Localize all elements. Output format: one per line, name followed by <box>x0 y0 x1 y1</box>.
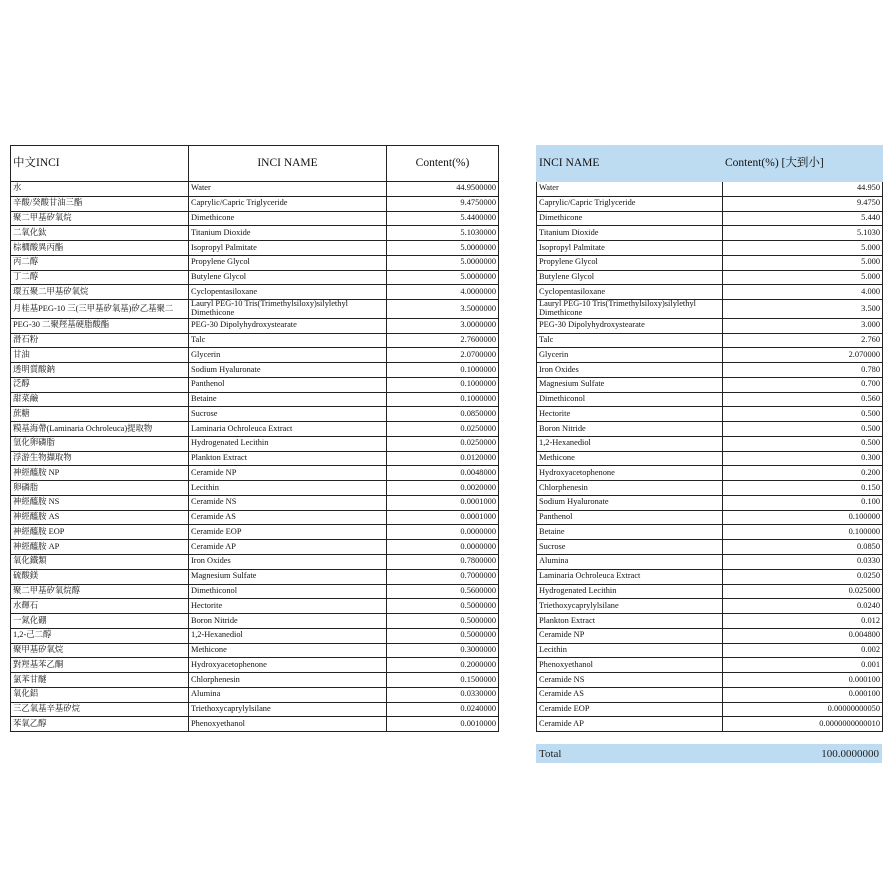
column-header-content: Content(%) <box>387 146 499 182</box>
table-cell: 9.4750000 <box>387 196 499 211</box>
table-cell: 0.0250000 <box>387 422 499 437</box>
table-row <box>537 363 883 378</box>
table-cell: 0.7000000 <box>387 569 499 584</box>
table-cell: 0.700 <box>723 377 883 392</box>
table-row <box>11 717 499 732</box>
table-cell: Hydroxyacetophenone <box>537 466 723 481</box>
table-row <box>537 510 883 525</box>
table-row <box>11 510 499 525</box>
table-row <box>11 407 499 422</box>
table-cell: 2.760 <box>723 333 883 348</box>
table-row <box>537 584 883 599</box>
table-cell: Ceramide AS <box>189 510 387 525</box>
table-cell: 0.0250 <box>723 569 883 584</box>
table-row <box>537 241 883 256</box>
table-row <box>537 628 883 643</box>
table-cell: 0.0330 <box>723 555 883 570</box>
table-cell: 蔗糖 <box>11 407 189 422</box>
table-row <box>11 555 499 570</box>
table-cell: Caprylic/Capric Triglyceride <box>537 196 723 211</box>
table-row <box>537 377 883 392</box>
total-row <box>536 744 882 763</box>
table-cell: Methicone <box>537 451 723 466</box>
table-row <box>11 318 499 333</box>
table-cell: Ceramide NP <box>189 466 387 481</box>
table-cell: Boron Nitride <box>189 614 387 629</box>
table-row <box>11 495 499 510</box>
table-cell: 0.1000000 <box>387 377 499 392</box>
table-cell: 0.500 <box>723 422 883 437</box>
table-cell: 3.000 <box>723 318 883 333</box>
table-row <box>11 569 499 584</box>
table-cell: 三乙氧基辛基矽烷 <box>11 702 189 717</box>
table-cell: 0.5600000 <box>387 584 499 599</box>
table-cell: 0.5000000 <box>387 599 499 614</box>
table-cell: 神經醯胺 AS <box>11 510 189 525</box>
table-cell: Hectorite <box>189 599 387 614</box>
table-cell: 5.0000000 <box>387 255 499 270</box>
table-cell: Glycerin <box>189 348 387 363</box>
table-cell: 0.0240000 <box>387 702 499 717</box>
table-row <box>537 196 883 211</box>
table-row <box>11 422 499 437</box>
table-cell: 卵磷脂 <box>11 481 189 496</box>
table-cell: Butylene Glycol <box>537 270 723 285</box>
ingredient-table-chinese-inci <box>10 145 499 732</box>
column-header-inci-name: INCI NAME <box>189 146 387 182</box>
table-row <box>11 599 499 614</box>
table-cell: Butylene Glycol <box>189 270 387 285</box>
table-cell: Dimethiconol <box>189 584 387 599</box>
table-cell: 4.000 <box>723 285 883 300</box>
table-cell: 3.500 <box>723 300 883 319</box>
table-cell: Dimethiconol <box>537 392 723 407</box>
table-cell: 0.150 <box>723 481 883 496</box>
table-cell: Laminaria Ochroleuca Extract <box>189 422 387 437</box>
table-cell: Ceramide NS <box>189 495 387 510</box>
table-cell: 0.0250000 <box>387 436 499 451</box>
column-header-content-sorted: Content(%) [大到小] <box>723 146 883 182</box>
table-cell: Sucrose <box>189 407 387 422</box>
table-cell: 神經醯胺 NS <box>11 495 189 510</box>
table-cell: 0.1000000 <box>387 392 499 407</box>
table-row <box>11 377 499 392</box>
table-cell: Hectorite <box>537 407 723 422</box>
table-cell: 5.440 <box>723 211 883 226</box>
table-cell: 0.012 <box>723 614 883 629</box>
table-row <box>11 658 499 673</box>
table-cell: Titanium Dioxide <box>537 226 723 241</box>
table-row <box>537 182 883 197</box>
table-cell: 棕櫚酸異丙酯 <box>11 241 189 256</box>
table-row <box>11 702 499 717</box>
table-cell: 水 <box>11 182 189 197</box>
table-header-row <box>11 146 499 182</box>
table-cell: 泛醇 <box>11 377 189 392</box>
table-cell: 0.560 <box>723 392 883 407</box>
table-cell: 氧化鐵類 <box>11 555 189 570</box>
table-cell: Lecithin <box>537 643 723 658</box>
table-cell: Ceramide EOP <box>537 702 723 717</box>
table-row <box>537 673 883 688</box>
table-cell: 4.0000000 <box>387 285 499 300</box>
table-row <box>11 348 499 363</box>
table-cell: Talc <box>189 333 387 348</box>
table-cell: Talc <box>537 333 723 348</box>
table-cell: Phenoxyethanol <box>189 717 387 732</box>
table-cell: 透明質酸鈉 <box>11 363 189 378</box>
table-row <box>537 599 883 614</box>
table-cell: Chlorphenesin <box>537 481 723 496</box>
table-row <box>11 614 499 629</box>
table-cell: Water <box>189 182 387 197</box>
table-cell: 5.0000000 <box>387 270 499 285</box>
table-row <box>11 628 499 643</box>
table-row <box>537 392 883 407</box>
table-cell: 44.9500000 <box>387 182 499 197</box>
table-cell: Iron Oxides <box>537 363 723 378</box>
table-cell: 0.0330000 <box>387 687 499 702</box>
table-cell: 神經醯胺 NP <box>11 466 189 481</box>
table-row <box>537 211 883 226</box>
table-cell: Sodium Hyaluronate <box>537 495 723 510</box>
table-cell: 0.025000 <box>723 584 883 599</box>
table-cell: Chlorphenesin <box>189 673 387 688</box>
table-cell: Triethoxycaprylylsilane <box>189 702 387 717</box>
table-cell: 苯氧乙醇 <box>11 717 189 732</box>
table-row <box>11 363 499 378</box>
table-row <box>537 348 883 363</box>
table-cell: 3.5000000 <box>387 300 499 319</box>
table-cell: Iron Oxides <box>189 555 387 570</box>
table-cell: Triethoxycaprylylsilane <box>537 599 723 614</box>
table-cell: Plankton Extract <box>189 451 387 466</box>
table-cell: 神經醯胺 AP <box>11 540 189 555</box>
table-cell: 環五聚二甲基矽氧烷 <box>11 285 189 300</box>
table-cell: 9.4750 <box>723 196 883 211</box>
table-cell: Ceramide NP <box>537 628 723 643</box>
table-cell: Lauryl PEG-10 Tris(Trimethylsiloxy)silylethyl Dimethicone <box>189 300 387 319</box>
table-cell: Water <box>537 182 723 197</box>
table-cell: 0.000100 <box>723 687 883 702</box>
table-cell: 0.001 <box>723 658 883 673</box>
table-cell: 5.1030000 <box>387 226 499 241</box>
table-cell: 一氮化硼 <box>11 614 189 629</box>
table-row <box>11 196 499 211</box>
table-cell: 5.000 <box>723 270 883 285</box>
table-cell: Alumina <box>189 687 387 702</box>
table-cell: Panthenol <box>189 377 387 392</box>
table-row <box>537 643 883 658</box>
table-cell: 0.100000 <box>723 510 883 525</box>
table-cell: 氧化鋁 <box>11 687 189 702</box>
table-cell: Magnesium Sulfate <box>537 377 723 392</box>
table-row <box>11 226 499 241</box>
table-cell: 月桂基PEG-10 三(三甲基矽氧基)矽乙基聚二 <box>11 300 189 319</box>
table-cell: Ceramide AP <box>189 540 387 555</box>
table-cell: 1,2-己二醇 <box>11 628 189 643</box>
table-cell: Titanium Dioxide <box>189 226 387 241</box>
table-row <box>11 466 499 481</box>
table-row <box>11 333 499 348</box>
table-row <box>537 226 883 241</box>
table-row <box>537 255 883 270</box>
table-cell: 0.0020000 <box>387 481 499 496</box>
table-row <box>11 211 499 226</box>
table-row <box>537 495 883 510</box>
table-cell: Isopropyl Palmitate <box>537 241 723 256</box>
table-cell: 5.000 <box>723 255 883 270</box>
table-cell: PEG-30 二聚羥基硬脂酸酯 <box>11 318 189 333</box>
table-row <box>11 687 499 702</box>
table-row <box>537 436 883 451</box>
total-value: 100.0000000 <box>821 747 879 760</box>
table-cell: 0.0000000 <box>387 525 499 540</box>
table-cell: Lecithin <box>189 481 387 496</box>
table-cell: 0.0001000 <box>387 510 499 525</box>
table-row <box>537 717 883 732</box>
table-cell: Ceramide NS <box>537 673 723 688</box>
table-cell: Isopropyl Palmitate <box>189 241 387 256</box>
table-cell: Hydrogenated Lecithin <box>189 436 387 451</box>
table-row <box>11 436 499 451</box>
column-header-chinese-inci: 中文INCI <box>11 146 189 182</box>
table-cell: 0.5000000 <box>387 614 499 629</box>
table-cell: Magnesium Sulfate <box>189 569 387 584</box>
table-row <box>537 285 883 300</box>
table-cell: 0.002 <box>723 643 883 658</box>
table-row <box>537 422 883 437</box>
table-cell: 聚二甲基矽氧烷 <box>11 211 189 226</box>
table-cell: 0.004800 <box>723 628 883 643</box>
table-cell: 3.0000000 <box>387 318 499 333</box>
table-cell: Alumina <box>537 555 723 570</box>
table-row <box>11 241 499 256</box>
table-cell: 0.0010000 <box>387 717 499 732</box>
table-cell: 水輝石 <box>11 599 189 614</box>
table-cell: Cyclopentasiloxane <box>537 285 723 300</box>
column-header-inci-name: INCI NAME <box>537 146 723 182</box>
table-cell: Boron Nitride <box>537 422 723 437</box>
table-cell: 聚二甲基矽氧烷醇 <box>11 584 189 599</box>
table-cell: 44.950 <box>723 182 883 197</box>
table-cell: 5.000 <box>723 241 883 256</box>
table-row <box>11 643 499 658</box>
table-row <box>11 392 499 407</box>
table-row <box>11 673 499 688</box>
table-cell: 0.0000000000010 <box>723 717 883 732</box>
table-cell: 0.100000 <box>723 525 883 540</box>
table-cell: 對羥基苯乙酮 <box>11 658 189 673</box>
table-row <box>11 255 499 270</box>
table-cell: 0.0850 <box>723 540 883 555</box>
table-cell: Glycerin <box>537 348 723 363</box>
table-cell: 5.1030 <box>723 226 883 241</box>
table-cell: 丙二醇 <box>11 255 189 270</box>
table-row <box>11 451 499 466</box>
table-cell: 0.500 <box>723 407 883 422</box>
table-cell: Laminaria Ochroleuca Extract <box>537 569 723 584</box>
ingredient-table-sorted <box>536 145 883 732</box>
table-cell: Betaine <box>189 392 387 407</box>
table-cell: 0.200 <box>723 466 883 481</box>
table-cell: 0.7800000 <box>387 555 499 570</box>
table-row <box>537 318 883 333</box>
table-cell: 0.300 <box>723 451 883 466</box>
table-cell: Phenoxyethanol <box>537 658 723 673</box>
table-cell: 氯苯甘醚 <box>11 673 189 688</box>
table-cell: Ceramide EOP <box>189 525 387 540</box>
table-cell: PEG-30 Dipolyhydroxystearate <box>537 318 723 333</box>
table-cell: 二氧化鈦 <box>11 226 189 241</box>
table-row <box>537 658 883 673</box>
table-cell: Cyclopentasiloxane <box>189 285 387 300</box>
table-cell: 氫化卵磷脂 <box>11 436 189 451</box>
table-cell: PEG-30 Dipolyhydroxystearate <box>189 318 387 333</box>
table-cell: 0.2000000 <box>387 658 499 673</box>
table-header-row <box>537 146 883 182</box>
table-row <box>537 555 883 570</box>
table-cell: 5.4400000 <box>387 211 499 226</box>
table-row <box>11 584 499 599</box>
table-cell: 辛酸/癸酸甘油三酯 <box>11 196 189 211</box>
table-row <box>11 540 499 555</box>
table-row <box>537 407 883 422</box>
table-cell: 神經醯胺 EOP <box>11 525 189 540</box>
table-cell: 0.0048000 <box>387 466 499 481</box>
table-row <box>537 569 883 584</box>
table-cell: Caprylic/Capric Triglyceride <box>189 196 387 211</box>
table-cell: 硫酸鎂 <box>11 569 189 584</box>
table-cell: 甘油 <box>11 348 189 363</box>
table-cell: 滑石粉 <box>11 333 189 348</box>
table-cell: Hydrogenated Lecithin <box>537 584 723 599</box>
table-cell: Propylene Glycol <box>537 255 723 270</box>
table-row <box>537 481 883 496</box>
table-cell: 2.0700000 <box>387 348 499 363</box>
table-cell: Ceramide AS <box>537 687 723 702</box>
table-cell: Betaine <box>537 525 723 540</box>
table-cell: 5.0000000 <box>387 241 499 256</box>
table-row <box>11 270 499 285</box>
table-cell: 0.780 <box>723 363 883 378</box>
table-cell: Hydroxyacetophenone <box>189 658 387 673</box>
table-row <box>537 270 883 285</box>
table-cell: Sucrose <box>537 540 723 555</box>
table-cell: 2.7600000 <box>387 333 499 348</box>
table-cell: 0.1000000 <box>387 363 499 378</box>
table-cell: 0.0240 <box>723 599 883 614</box>
table-cell: Propylene Glycol <box>189 255 387 270</box>
table-row <box>537 614 883 629</box>
table-cell: 1,2-Hexanediol <box>189 628 387 643</box>
table-row <box>537 687 883 702</box>
table-row <box>537 333 883 348</box>
table-row <box>11 300 499 319</box>
table-cell: Lauryl PEG-10 Tris(Trimethylsiloxy)silylethyl Dimethicone <box>537 300 723 319</box>
table-cell: 1,2-Hexanediol <box>537 436 723 451</box>
table-cell: 0.0001000 <box>387 495 499 510</box>
table-row <box>11 285 499 300</box>
table-row <box>537 300 883 319</box>
table-cell: 0.3000000 <box>387 643 499 658</box>
table-cell: 0.00000000050 <box>723 702 883 717</box>
table-cell: 0.0850000 <box>387 407 499 422</box>
total-label: Total <box>539 747 562 760</box>
table-cell: Sodium Hyaluronate <box>189 363 387 378</box>
table-row <box>537 525 883 540</box>
table-cell: 0.1500000 <box>387 673 499 688</box>
table-cell: 浮游生物擷取物 <box>11 451 189 466</box>
table-cell: Ceramide AP <box>537 717 723 732</box>
table-row <box>11 481 499 496</box>
table-cell: Panthenol <box>537 510 723 525</box>
table-cell: 0.100 <box>723 495 883 510</box>
table-row <box>537 540 883 555</box>
table-row <box>11 182 499 197</box>
table-cell: 0.500 <box>723 436 883 451</box>
table-cell: 糢基海帶(Laminaria Ochroleuca)提取物 <box>11 422 189 437</box>
table-cell: 0.5000000 <box>387 628 499 643</box>
table-row <box>537 466 883 481</box>
table-cell: 2.070000 <box>723 348 883 363</box>
table-cell: 0.0000000 <box>387 540 499 555</box>
table-cell: 丁二醇 <box>11 270 189 285</box>
table-cell: 甜菜鹼 <box>11 392 189 407</box>
table-cell: Plankton Extract <box>537 614 723 629</box>
table-row <box>11 525 499 540</box>
table-row <box>537 451 883 466</box>
table-cell: Dimethicone <box>189 211 387 226</box>
table-cell: Dimethicone <box>537 211 723 226</box>
table-row <box>537 702 883 717</box>
table-cell: Methicone <box>189 643 387 658</box>
table-cell: 聚甲基矽氧烷 <box>11 643 189 658</box>
table-cell: 0.0120000 <box>387 451 499 466</box>
table-cell: 0.000100 <box>723 673 883 688</box>
